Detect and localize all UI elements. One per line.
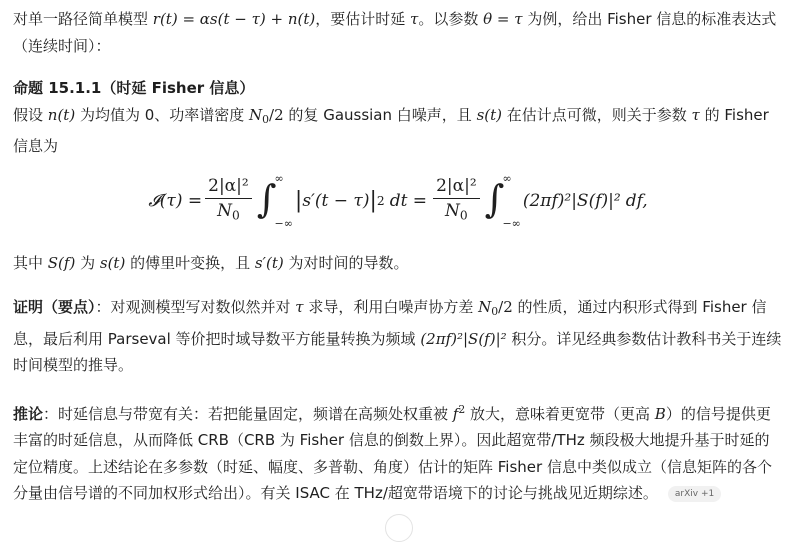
- psd-div: /2: [498, 298, 513, 317]
- psd-sub: 0: [491, 305, 499, 319]
- signal-symbol: s(t): [99, 253, 126, 272]
- text: 的傅里叶变换，且: [125, 253, 255, 272]
- source-citation-badge[interactable]: arXiv +1: [668, 486, 721, 502]
- lower-limit: −∞: [502, 216, 521, 230]
- prop-text: 的 Fisher 信息为: [13, 105, 769, 156]
- f-squared: [452, 402, 466, 423]
- tau-symbol: τ: [691, 105, 700, 124]
- intro-text: 对单一路径简单模型: [13, 10, 153, 28]
- document-body: [13, 6, 783, 507]
- lower-limit: −∞: [274, 216, 293, 230]
- text: 为: [75, 253, 100, 272]
- fisher-equation: [13, 162, 783, 244]
- signal-symbol: s(t): [476, 105, 502, 124]
- tau-symbol: τ: [410, 10, 419, 28]
- f-symbol: f: [452, 404, 459, 423]
- integral-sign: ∫: [484, 176, 505, 221]
- prop-text: 假设: [13, 105, 48, 124]
- intro-text: 为例，给出 Fisher 信息的标准表达式（连续时间）：: [13, 10, 777, 55]
- theta-formula: θ = τ: [483, 10, 523, 28]
- abs-bar: |: [294, 188, 303, 214]
- psd-n: N: [249, 105, 263, 124]
- proof-text: 求导，利用白噪声协方差: [303, 298, 479, 317]
- upper-limit: ∞: [502, 171, 512, 185]
- integrand-spectrum: (2πf)²|S(f)|²: [522, 190, 621, 211]
- proof-text: 积分。详见经典参数估计教科书关于连续时间模型的推导。: [13, 329, 782, 375]
- noise-symbol: n(t): [47, 105, 76, 124]
- den-n: N: [445, 200, 460, 221]
- scroll-down-button[interactable]: [385, 514, 413, 542]
- corollary-label: 推论: [13, 404, 44, 423]
- psd-n: N: [478, 298, 492, 317]
- bandwidth-symbol: B: [654, 404, 666, 423]
- after-equation-paragraph: [13, 250, 783, 277]
- den-n: N: [217, 200, 232, 221]
- spectrum-formula: (2πf)²|S(f)|²: [420, 329, 507, 348]
- eq-fraction: [433, 176, 480, 226]
- differential-dt: dt =: [389, 190, 428, 211]
- power: 2: [376, 193, 385, 208]
- integral-limits: [275, 172, 293, 230]
- eq-lhs: 𝓘(τ) =: [148, 190, 203, 211]
- eq-fraction: [205, 176, 252, 226]
- abs-bar: |: [369, 188, 377, 214]
- proof-text: 的性质，通过内积形式得到 Fisher 信息，最后利用 Parseval 等价把时域导数平方能量转换为频域: [13, 298, 767, 348]
- corollary-text: ）的信号提供更丰富的时延信息，从而降低 CRB（CRB 为 Fisher 信息的倒数上界）。因此超宽带/THz 频段极大地提升基于时延的定位精度。上述结论在多参数（时延、幅度、多普勒、角度）估计的矩阵 Fisher 信息中类似成立（信息矩阵的各个分量由信号谱的不同加权形式给出）。有关 ISAC 在 THz/超宽带语境下的讨论与挑战见近期综述。: [13, 404, 772, 503]
- frac-numerator: 2|α|²: [205, 176, 252, 199]
- differential-df: df,: [625, 190, 648, 211]
- proposition-paragraph: [13, 102, 783, 160]
- prop-text: 为均值为 0、功率谱密度: [75, 105, 250, 124]
- derivative-symbol: s′(t): [254, 253, 284, 272]
- frac-denominator: [217, 199, 240, 226]
- psd-symbol: [249, 106, 284, 124]
- f-power: 2: [458, 402, 466, 416]
- corollary-text: ：时延信息与带宽有关：若把能量固定，频谱在高频处权重被: [43, 404, 453, 423]
- intro-text: ，要估计时延: [315, 10, 411, 28]
- proposition-title: 命题 15.1.1（时延 Fisher 信息）: [13, 79, 255, 97]
- text: 其中: [13, 253, 48, 272]
- psd-sub: 0: [262, 112, 270, 126]
- integral-2: [485, 172, 521, 230]
- upper-limit: ∞: [274, 171, 284, 185]
- psd-div: /2: [269, 105, 284, 124]
- den-sub: 0: [459, 208, 468, 223]
- corollary-paragraph: [13, 397, 783, 507]
- frac-denominator: [445, 199, 468, 226]
- tau-symbol: τ: [295, 298, 304, 317]
- frac-numerator: 2|α|²: [433, 176, 480, 199]
- psd-symbol: [478, 298, 513, 319]
- den-sub: 0: [231, 208, 240, 223]
- spectrum-symbol: S(f): [47, 253, 76, 272]
- proof-text: ：对观测模型写对数似然并对: [95, 298, 296, 317]
- model-formula: r(t) = αs(t − τ) + n(t): [152, 10, 316, 28]
- integral-1: [257, 172, 293, 230]
- prop-text: 在估计点可微，则关于参数: [502, 105, 692, 124]
- corollary-text: 放大，意味着更宽带（更高: [465, 404, 655, 423]
- integral-limits: [502, 172, 520, 230]
- intro-text: 。以参数: [418, 10, 484, 28]
- integral-sign: ∫: [256, 176, 277, 221]
- prop-text: 的复 Gaussian 白噪声，且: [283, 105, 477, 124]
- proof-label: 证明（要点）: [13, 298, 96, 317]
- integrand-derivative: s′(t − τ): [302, 190, 370, 211]
- intro-paragraph: [13, 6, 783, 59]
- proof-paragraph: [13, 294, 783, 379]
- text: 为对时间的导数。: [283, 253, 409, 272]
